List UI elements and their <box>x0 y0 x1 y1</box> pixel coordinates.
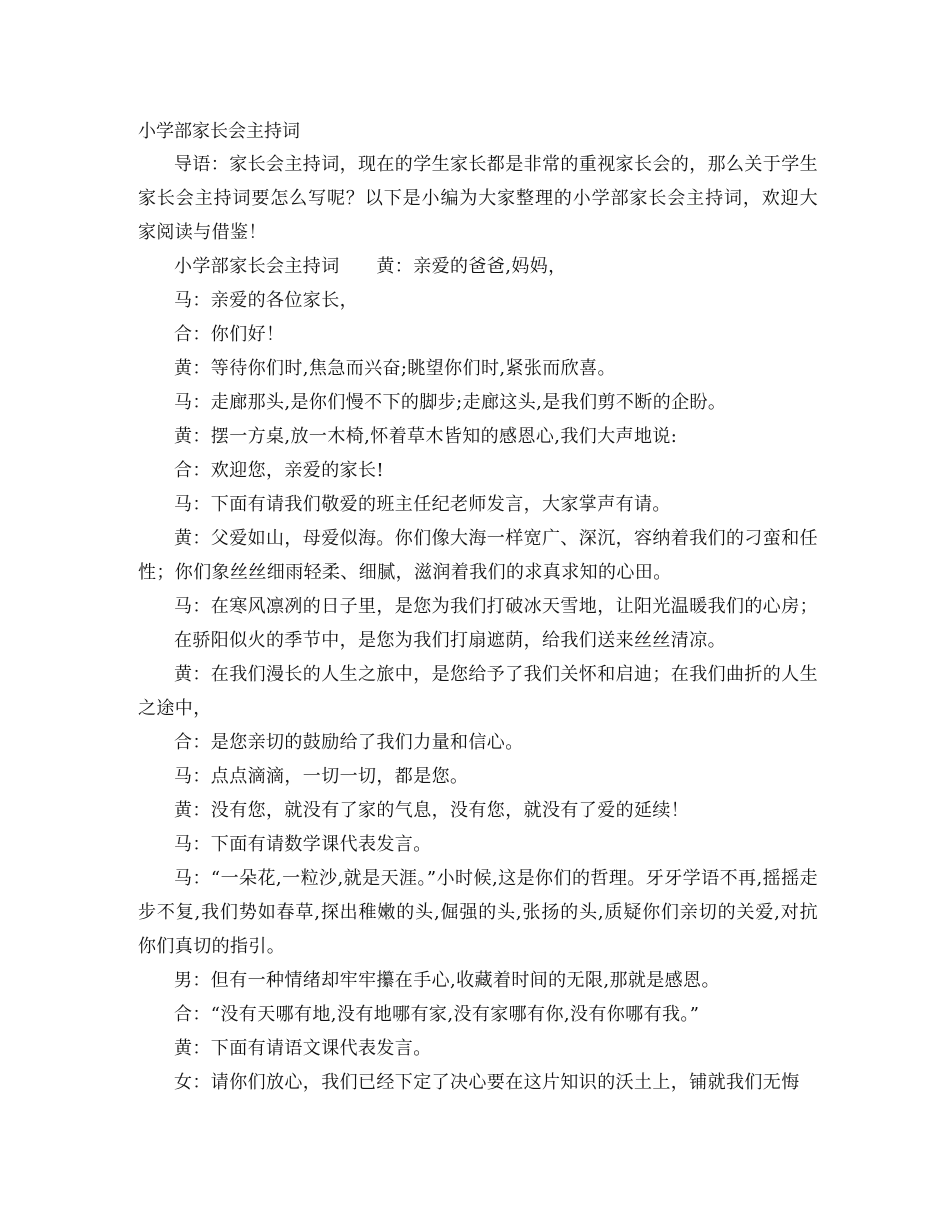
document-page <box>138 116 818 1100</box>
paragraph-line: 黄：摆一方桌,放一木椅,怀着草木皆知的感恩心,我们大声地说: <box>174 426 678 447</box>
paragraph-line: 合：“没有天哪有地,没有地哪有家,没有家哪有你,没有你哪有我。” <box>174 1004 700 1025</box>
paragraph-line: 马：“一朵花,一粒沙,就是天涯。”小时候,这是你们的哲理。牙牙学语不再,摇摇走步不复,我们势如春草,探出稚嫩的头,倔强的头,张扬的头,质疑你们亲切的关爱,对抗你们真切的指引。 <box>138 868 818 957</box>
paragraph-line: 黄：下面有请语文课代表发言。 <box>174 1038 432 1059</box>
paragraph-line: 黄：父爱如山，母爱似海。你们像大海一样宽广、深沉，容纳着我们的刁蛮和任性；你们象丝丝细雨轻柔、细腻，滋润着我们的求真求知的心田。 <box>138 528 818 583</box>
paragraph-line: 黄：等待你们时,焦急而兴奋;眺望你们时,紧张而欣喜。 <box>174 358 616 379</box>
paragraph-line: 黄：在我们漫长的人生之旅中，是您给予了我们关怀和启迪；在我们曲折的人生之途中， <box>138 664 818 719</box>
paragraph-line: 马：走廊那头,是你们慢不下的脚步;走廊这头,是我们剪不断的企盼。 <box>174 392 727 413</box>
paragraph-line: 合：是您亲切的鼓励给了我们力量和信心。 <box>174 732 524 753</box>
paragraph-line: 在骄阳似火的季节中，是您为我们打扇遮荫，给我们送来丝丝清凉。 <box>174 630 726 651</box>
paragraph-line: 马：亲爱的各位家长， <box>174 290 358 311</box>
document-title: 小学部家长会主持词 <box>138 121 300 142</box>
paragraph-line: 黄：没有您，就没有了家的气息，没有您，就没有了爱的延续！ <box>174 800 690 821</box>
paragraph-line: 男：但有一种情绪却牢牢攥在手心,收藏着时间的无限,那就是感恩。 <box>174 970 720 991</box>
paragraph-line: 女：请你们放心，我们已经下定了决心要在这片知识的沃土上，铺就我们无悔 <box>174 1072 800 1093</box>
paragraph-line: 合：欢迎您，亲爱的家长! <box>174 460 385 481</box>
paragraph-line: 马：下面有请数学课代表发言。 <box>174 834 432 855</box>
paragraph-opening: 小学部家长会主持词 黄：亲爱的爸爸,妈妈， <box>174 256 567 277</box>
paragraph-line: 马：下面有请我们敬爱的班主任纪老师发言，大家掌声有请。 <box>174 494 671 515</box>
paragraph-intro: 导语：家长会主持词，现在的学生家长都是非常的重视家长会的，那么关于学生家长会主持词要怎么写呢？以下是小编为大家整理的小学部家长会主持词，欢迎大家阅读与借鉴！ <box>138 154 818 243</box>
paragraph-line: 合：你们好！ <box>174 324 285 345</box>
paragraph-line: 马：点点滴滴，一切一切，都是您。 <box>174 766 469 787</box>
paragraph-line: 马：在寒风凛冽的日子里，是您为我们打破冰天雪地，让阳光温暖我们的心房； <box>174 596 818 617</box>
